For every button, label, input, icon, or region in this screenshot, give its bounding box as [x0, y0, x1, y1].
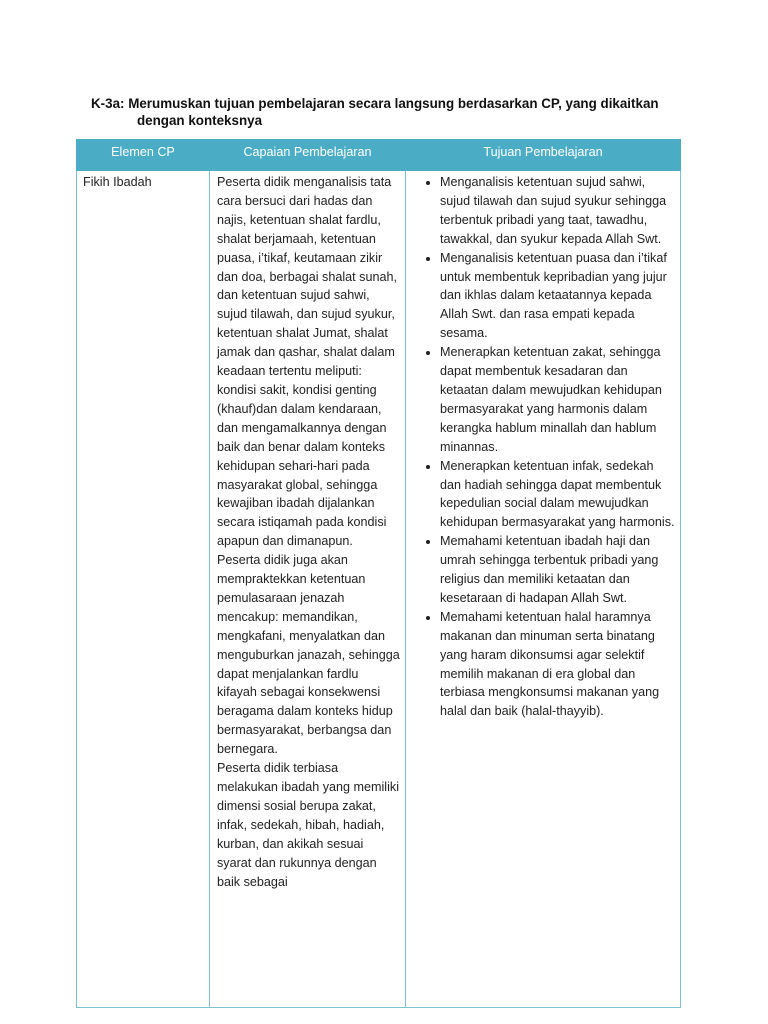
capaian-paragraph-3: Peserta didik terbiasa melakukan ibadah yang memiliki dimensi sosial berupa zakat, infak, sedekah, hibah, hadiah, kurban, dan akikah sesuai syarat dan rukunnya dengan baik sebagai — [217, 761, 400, 889]
heading-line-2: dengan konteksnya — [137, 113, 263, 128]
header-tujuan-pembelajaran: Tujuan Pembelajaran — [406, 140, 681, 171]
section-heading — [91, 95, 691, 129]
header-capaian-pembelajaran: Capaian Pembelajaran — [210, 140, 406, 171]
header-elemen-cp: Elemen CP — [77, 140, 210, 171]
heading-line-1: K-3a: Merumuskan tujuan pembelajaran secara langsung berdasarkan CP, yang dikaitkan — [91, 96, 659, 111]
table-row — [77, 171, 681, 1008]
tujuan-cell — [406, 171, 681, 1008]
tujuan-item: • Memahami ketentuan halal haramnya makanan dan minuman serta binatang yang haram dikonsumsi agar selektif memilih makanan di era global dan terbiasa mengkonsumsi makanan yang halal dan baik (halal-thayyib). — [440, 608, 676, 721]
tujuan-item: • Memahami ketentuan ibadah haji dan umrah sehingga terbentuk pribadi yang religius dan memiliki ketaatan dan kesetaraan di hadapan Allah Swt. — [440, 532, 676, 608]
tujuan-item: • Menerapkan ketentuan infak, sedekah dan hadiah sehingga dapat membentuk kepedulian social dalam mewujudkan kehidupan bermasyarakat yang harmonis. — [440, 457, 676, 533]
tujuan-item: • Menerapkan ketentuan zakat, sehingga dapat membentuk kesadaran dan ketaatan dalam mewujudkan kehidupan bermasyarakat yang harmonis dalam kerangka hablum minallah dan hablum minannas. — [440, 343, 676, 456]
tujuan-list — [414, 173, 676, 721]
elemen-cell: Fikih Ibadah — [77, 171, 210, 1008]
capaian-paragraph-2: Peserta didik juga akan mempraktekkan ketentuan pemulasaraan jenazah mencakup: memandikan, mengkafani, menyalatkan dan menguburkan janazah, sehingga dapat menjalankan fardlu kifayah sebagai konsekwensi beragama dalam konteks hidup bermasyarakat, berbangsa dan bernegara. — [217, 553, 400, 757]
capaian-cell — [210, 171, 406, 1008]
table-header-row — [77, 140, 681, 171]
capaian-paragraph-1: Peserta didik menganalisis tata cara bersuci dari hadas dan najis, ketentuan shalat fardlu, shalat berjamaah, ketentuan puasa, i’tikaf, keutamaan zikir dan doa, berbagai shalat sunah, dan ketentuan sujud sahwi, sujud tilawah, dan sujud syukur, ketentuan shalat Jumat, shalat jamak dan qashar, shalat dalam keadaan tertentu meliputi: kondisi sakit, kondisi genting (khauf)dan dalam kendaraan, dan mengamalkannya dengan baik dan benar dalam konteks kehidupan sehari-hari pada masyarakat global, sehingga kewajiban ibadah dijalankan secara istiqamah pada kondisi apapun dan dimanapun. — [217, 175, 397, 549]
tujuan-item: • Menganalisis ketentuan sujud sahwi, sujud tilawah dan sujud syukur sehingga terbentuk pribadi yang taat, tawadhu, tawakkal, dan syukur kepada Allah Swt. — [440, 173, 676, 249]
cp-table — [76, 139, 681, 1008]
tujuan-item: • Menganalisis ketentuan puasa dan i’tikaf untuk membentuk kepribadian yang jujur dan ikhlas dalam ketaatannya kepada Allah Swt. dan rasa empati kepada sesama. — [440, 249, 676, 344]
